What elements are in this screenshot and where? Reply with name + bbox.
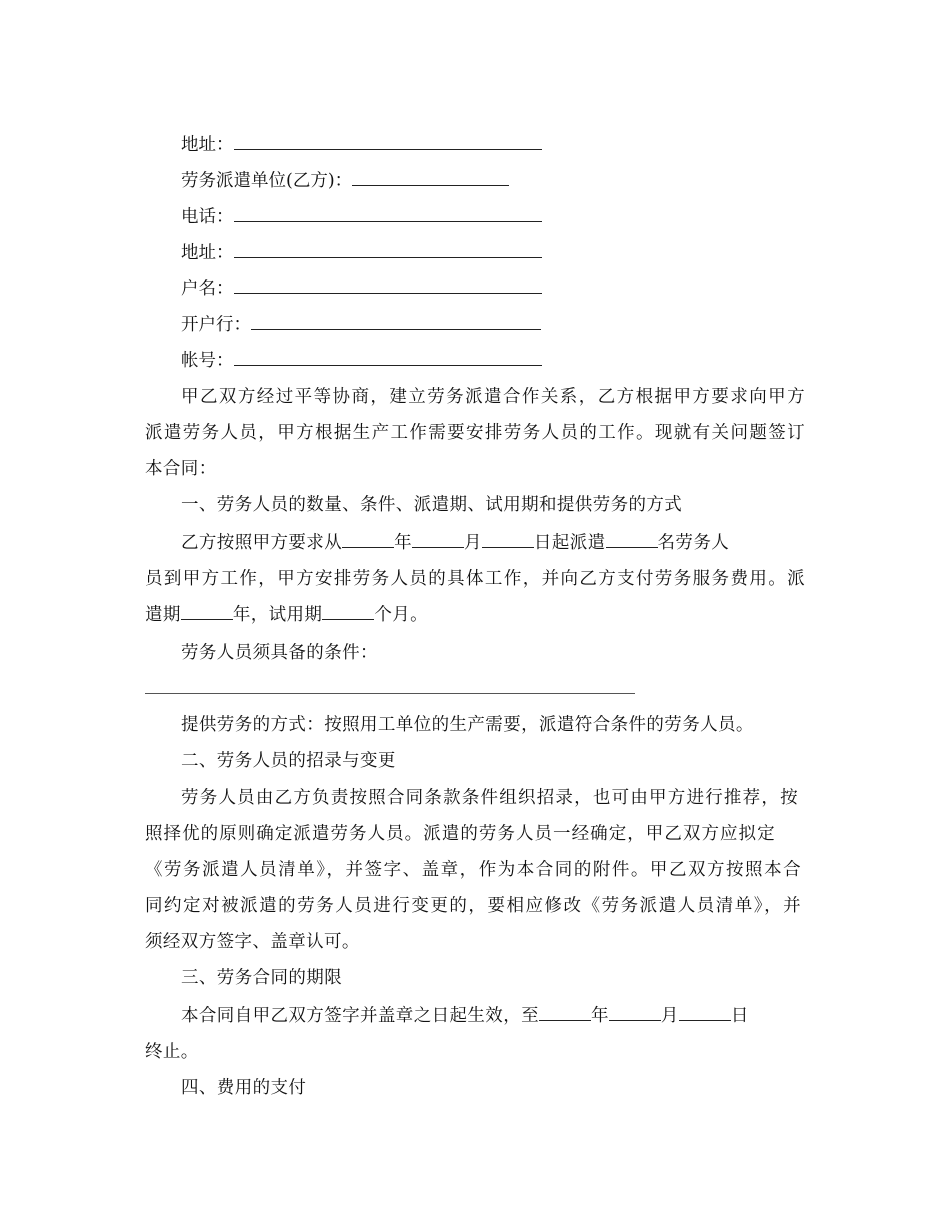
agency-blank bbox=[352, 169, 509, 186]
address-label-2: 地址： bbox=[181, 243, 234, 263]
section-2-line-5: 须经双方签字、盖章认可。 bbox=[145, 932, 360, 952]
intro-line-1: 甲乙双方经过平等协商，建立劳务派遣合作关系，乙方根据甲方要求向甲方 bbox=[181, 387, 805, 407]
end-day-blank bbox=[679, 1004, 731, 1021]
account-name-blank bbox=[234, 277, 542, 294]
account-no-label: 帐号： bbox=[181, 351, 234, 371]
s3-month: 月 bbox=[660, 1006, 679, 1026]
account-name-label: 户名： bbox=[181, 279, 234, 299]
service-method: 提供劳务的方式：按照用工单位的生产需要，派遣符合条件的劳务人员。 bbox=[181, 715, 754, 735]
section-2-line-4: 同约定对被派遣的劳务人员进行变更的，要相应修改《劳务派遣人员清单》，并 bbox=[145, 896, 801, 916]
section-3-line-2: 终止。 bbox=[145, 1042, 199, 1062]
account-no-blank bbox=[234, 349, 542, 366]
address-blank bbox=[234, 133, 542, 150]
intro-line-2: 派遣劳务人员，甲方根据生产工作需要安排劳务人员的工作。现就有关问题签订 bbox=[145, 423, 805, 443]
conditions-label: 劳务人员须具备的条件： bbox=[181, 643, 378, 663]
section-1-p1-line-1 bbox=[181, 531, 841, 555]
section-2-line-2: 照择优的原则确定派遣劳务人员。派遣的劳务人员一经确定，甲乙双方应拟定 bbox=[145, 824, 775, 844]
p1-year: 年 bbox=[394, 533, 413, 553]
section-2-line-3: 《劳务派遣人员清单》，并签字、盖章，作为本合同的附件。甲乙双方按照本合 bbox=[145, 860, 801, 880]
agency-label: 劳务派遣单位(乙方)： bbox=[181, 171, 353, 191]
p1-day: 日起派遣 bbox=[533, 533, 606, 553]
section-4-heading: 四、费用的支付 bbox=[181, 1078, 307, 1098]
end-year-blank bbox=[539, 1004, 591, 1021]
phone-label: 电话： bbox=[181, 207, 234, 227]
section-2-heading: 二、劳务人员的招录与变更 bbox=[181, 751, 396, 771]
account-name-field bbox=[181, 277, 542, 301]
s3-day: 日 bbox=[730, 1006, 749, 1026]
section-2-line-1: 劳务人员由乙方负责按照合同条款条件组织招录，也可由甲方进行推荐，按 bbox=[181, 788, 798, 808]
start-month-blank bbox=[412, 531, 464, 548]
address-field-1 bbox=[181, 133, 542, 157]
s3-year: 年 bbox=[591, 1006, 609, 1026]
p1-l3-b: 年，试用期 bbox=[232, 605, 323, 625]
bank-label: 开户行： bbox=[181, 315, 251, 335]
section-1-heading: 一、劳务人员的数量、条件、派遣期、试用期和提供劳务的方式 bbox=[181, 495, 683, 515]
conditions-blank-line bbox=[145, 693, 635, 694]
p1-l3-c: 个月。 bbox=[374, 605, 429, 625]
section-1-p1-line-2: 员到甲方工作，甲方安排劳务人员的具体工作，并向乙方支付劳务服务费用。派 bbox=[145, 569, 805, 589]
start-year-blank bbox=[342, 531, 394, 548]
intro-line-3: 本合同： bbox=[145, 459, 217, 479]
agency-field bbox=[181, 169, 509, 193]
phone-blank bbox=[234, 205, 542, 222]
p1-month: 月 bbox=[464, 533, 482, 553]
end-month-blank bbox=[609, 1004, 661, 1021]
s3-text-a: 本合同自甲乙双方签字并盖章之日起生效，至 bbox=[181, 1006, 539, 1026]
address-blank-2 bbox=[234, 241, 542, 258]
start-day-blank bbox=[482, 531, 534, 548]
dispatch-period-blank bbox=[181, 603, 233, 620]
p1-l3-a: 遣期 bbox=[145, 605, 181, 625]
address-field-2 bbox=[181, 241, 542, 265]
address-label: 地址： bbox=[181, 135, 234, 155]
bank-field bbox=[181, 313, 541, 337]
phone-field bbox=[181, 205, 542, 229]
p1-tail: 名劳务人 bbox=[657, 533, 730, 553]
count-blank bbox=[606, 531, 658, 548]
account-no-field bbox=[181, 349, 542, 373]
probation-blank bbox=[322, 603, 374, 620]
bank-blank bbox=[251, 313, 541, 330]
section-3-line-1 bbox=[181, 1004, 841, 1028]
section-1-p1-line-3 bbox=[145, 603, 805, 627]
section-3-heading: 三、劳务合同的期限 bbox=[181, 968, 343, 988]
p1-text-a: 乙方按照甲方要求从 bbox=[181, 533, 343, 553]
